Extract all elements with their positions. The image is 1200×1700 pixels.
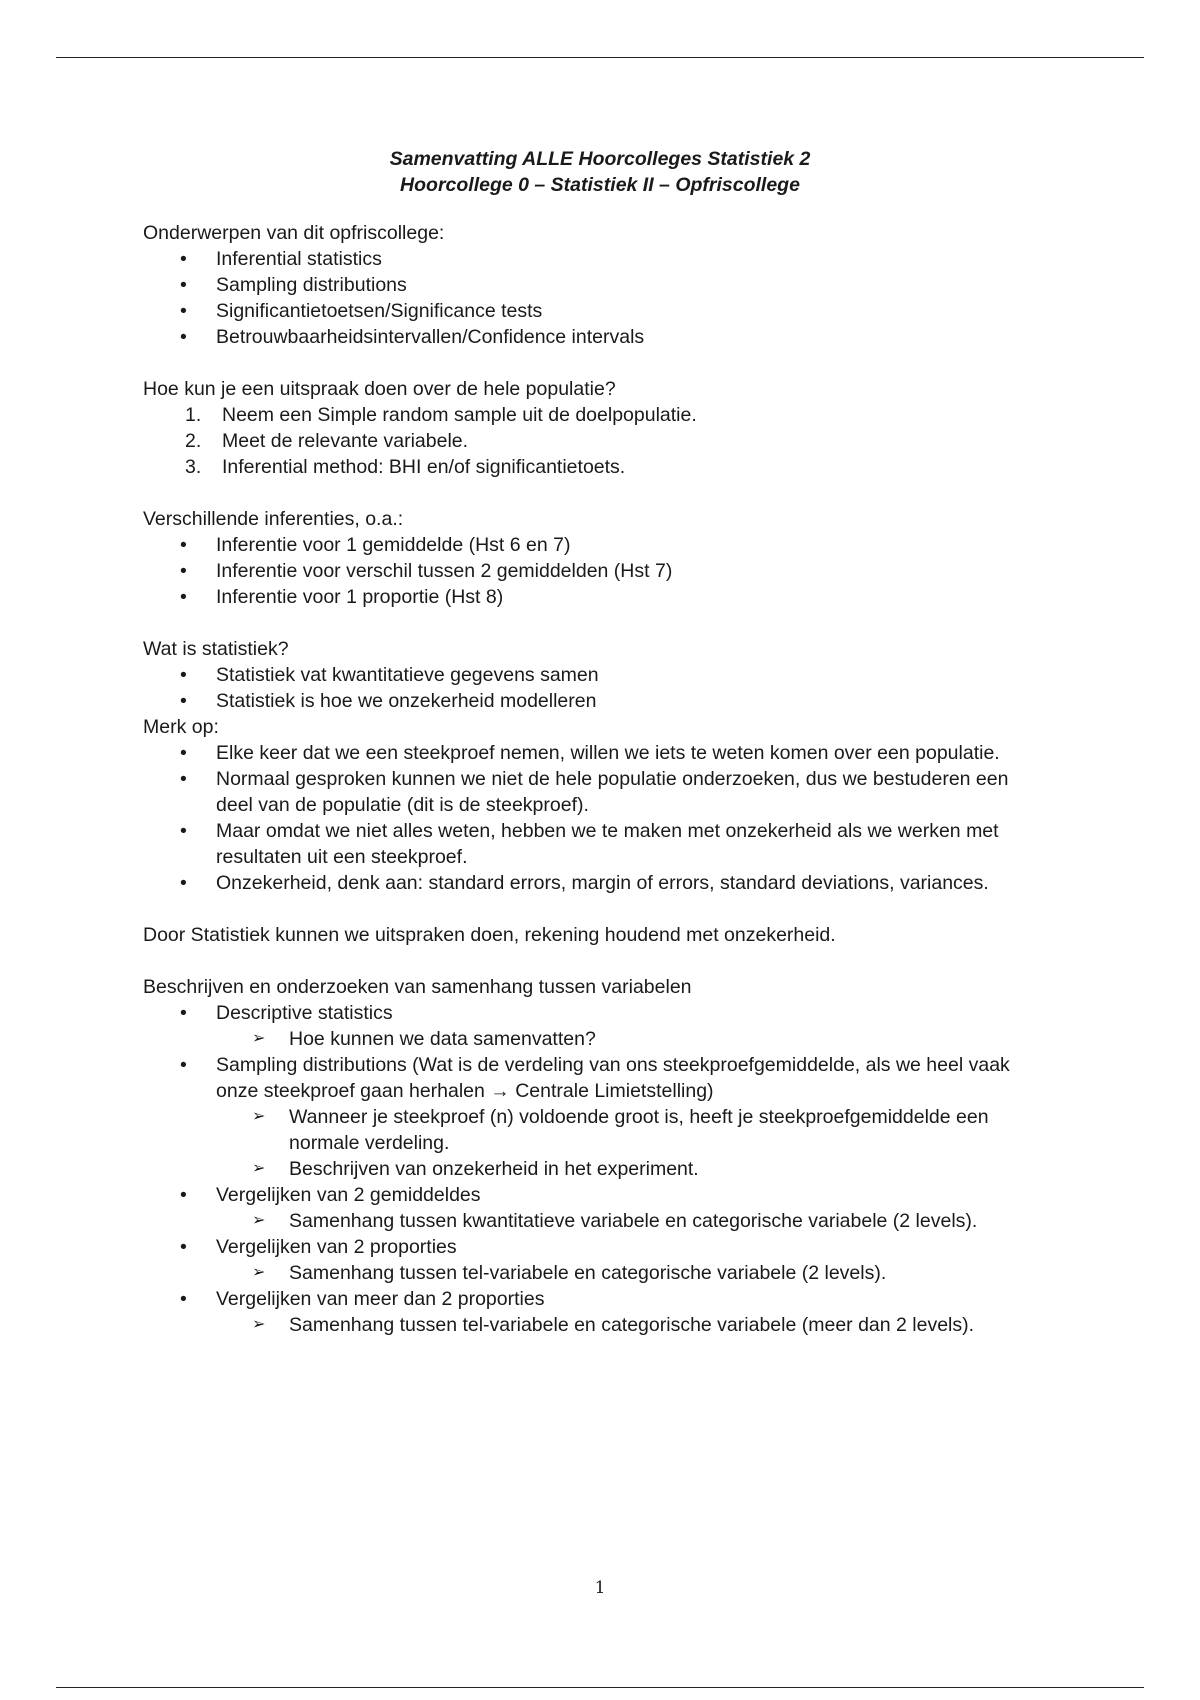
section-heading: Hoe kun je een uitspraak doen over de hele populatie? — [143, 378, 616, 400]
list-item — [143, 428, 1043, 454]
list-item: • Normaal gesproken kunnen we niet de hele populatie onderzoeken, dus we bestuderen een deel van de populatie (dit is de steekproef). — [143, 766, 1043, 818]
sub-list-item — [143, 1312, 1043, 1338]
section-relations — [143, 974, 1043, 1338]
arrow-bullet-icon: ➢ — [252, 1108, 266, 1125]
sub-list-item — [143, 1156, 1043, 1182]
list-item-text: Meet de relevante variabele. — [222, 430, 469, 452]
bullet-list — [143, 532, 1043, 610]
document-body — [143, 220, 1043, 1364]
list-item — [143, 1052, 1043, 1182]
list-item: • Inferentie voor 1 gemiddelde (Hst 6 en 7) — [143, 532, 1043, 558]
section-note — [143, 714, 1043, 896]
section-statement — [143, 922, 1043, 948]
arrow-bullet-icon: ➢ — [252, 1264, 266, 1281]
sub-list — [216, 1026, 1043, 1052]
section-heading: Merk op: — [143, 716, 219, 738]
sub-list — [216, 1260, 1043, 1286]
list-item-text: Inferential method: BHI en/of significantietoets. — [222, 456, 626, 478]
bullet-list — [143, 1000, 1043, 1338]
sub-list-item — [143, 1208, 1043, 1234]
sub-list-item — [143, 1104, 1043, 1156]
arrow-bullet-icon: ➢ — [252, 1160, 266, 1177]
list-item: • Maar omdat we niet alles weten, hebben we te maken met onzekerheid als we werken met resultaten uit een steekproef. — [143, 818, 1043, 870]
bullet-list — [143, 662, 1043, 714]
sub-list-item-text: Beschrijven van onzekerheid in het experiment. — [289, 1158, 699, 1180]
list-item — [143, 1286, 1043, 1338]
list-item: • Sampling distributions — [143, 272, 1043, 298]
sub-list-item-text: Wanneer je steekproef (n) voldoende groot is, heeft je steekproefgemiddelde een normale verdeling. — [289, 1106, 989, 1154]
list-item-text: Vergelijken van 2 gemiddeldes — [216, 1184, 481, 1206]
sub-list-item-text: Hoe kunnen we data samenvatten? — [289, 1028, 596, 1050]
list-item — [143, 402, 1043, 428]
list-item: • Onzekerheid, denk aan: standard errors, margin of errors, standard deviations, variances. — [143, 870, 1043, 896]
arrow-bullet-icon: ➢ — [252, 1030, 266, 1047]
list-item — [143, 1000, 1043, 1052]
list-item — [143, 454, 1043, 480]
sub-list — [216, 1208, 1043, 1234]
sub-list-item-text: Samenhang tussen kwantitatieve variabele en categorische variabele (2 levels). — [289, 1210, 978, 1232]
header-rule — [56, 57, 1144, 58]
statement-text: Door Statistiek kunnen we uitspraken doen, rekening houdend met onzekerheid. — [143, 924, 836, 946]
list-item — [143, 1234, 1043, 1286]
arrow-bullet-icon: ➢ — [252, 1316, 266, 1333]
bullet-list — [143, 740, 1043, 896]
list-item-text: Sampling distributions (Wat is de verdeling van ons steekproefgemiddelde, als we heel vaak onze steekproef gaan herhalen → Centrale Limietstelling) — [216, 1054, 1010, 1102]
list-number: 1. — [185, 404, 202, 426]
list-item: • Inferential statistics — [143, 246, 1043, 272]
list-item: • Statistiek vat kwantitatieve gegevens samen — [143, 662, 1043, 688]
list-item — [143, 1182, 1043, 1234]
list-number: 3. — [185, 456, 202, 478]
footer-rule — [56, 1687, 1144, 1688]
section-heading: Wat is statistiek? — [143, 638, 289, 660]
sub-list-item — [143, 1026, 1043, 1052]
section-heading: Onderwerpen van dit opfriscollege: — [143, 222, 445, 244]
page-number: 1 — [594, 1578, 606, 1598]
list-item-text: Vergelijken van meer dan 2 proporties — [216, 1288, 545, 1310]
list-item: • Inferentie voor 1 proportie (Hst 8) — [143, 584, 1043, 610]
sub-list-item-text: Samenhang tussen tel-variabele en categorische variabele (2 levels). — [289, 1262, 887, 1284]
list-item: • Significantietoetsen/Significance tests — [143, 298, 1043, 324]
list-number: 2. — [185, 430, 202, 452]
sub-list-item — [143, 1260, 1043, 1286]
list-item: • Inferentie voor verschil tussen 2 gemiddelden (Hst 7) — [143, 558, 1043, 584]
document-title-block — [0, 146, 1200, 198]
section-what-is-statistics — [143, 636, 1043, 714]
list-item-text: Vergelijken van 2 proporties — [216, 1236, 457, 1258]
list-item-text: Descriptive statistics — [216, 1002, 393, 1024]
section-population — [143, 376, 1043, 480]
list-item: • Statistiek is hoe we onzekerheid modelleren — [143, 688, 1043, 714]
numbered-list — [143, 402, 1043, 480]
list-item-text: Neem een Simple random sample uit de doelpopulatie. — [222, 404, 697, 426]
sub-list — [216, 1312, 1043, 1338]
list-item: • Betrouwbaarheidsintervallen/Confidence intervals — [143, 324, 1043, 350]
bullet-list — [143, 246, 1043, 350]
section-inferences — [143, 506, 1043, 610]
document-subtitle: Hoorcollege 0 – Statistiek II – Opfriscollege — [400, 174, 800, 196]
section-heading: Verschillende inferenties, o.a.: — [143, 508, 404, 530]
section-topics — [143, 220, 1043, 350]
sub-list-item-text: Samenhang tussen tel-variabele en categorische variabele (meer dan 2 levels). — [289, 1314, 975, 1336]
list-item: • Elke keer dat we een steekproef nemen, willen we iets te weten komen over een populatie. — [143, 740, 1043, 766]
section-heading: Beschrijven en onderzoeken van samenhang tussen variabelen — [143, 976, 692, 998]
document-title: Samenvatting ALLE Hoorcolleges Statistiek 2 — [389, 148, 811, 170]
arrow-bullet-icon: ➢ — [252, 1212, 266, 1229]
sub-list — [216, 1104, 1043, 1182]
